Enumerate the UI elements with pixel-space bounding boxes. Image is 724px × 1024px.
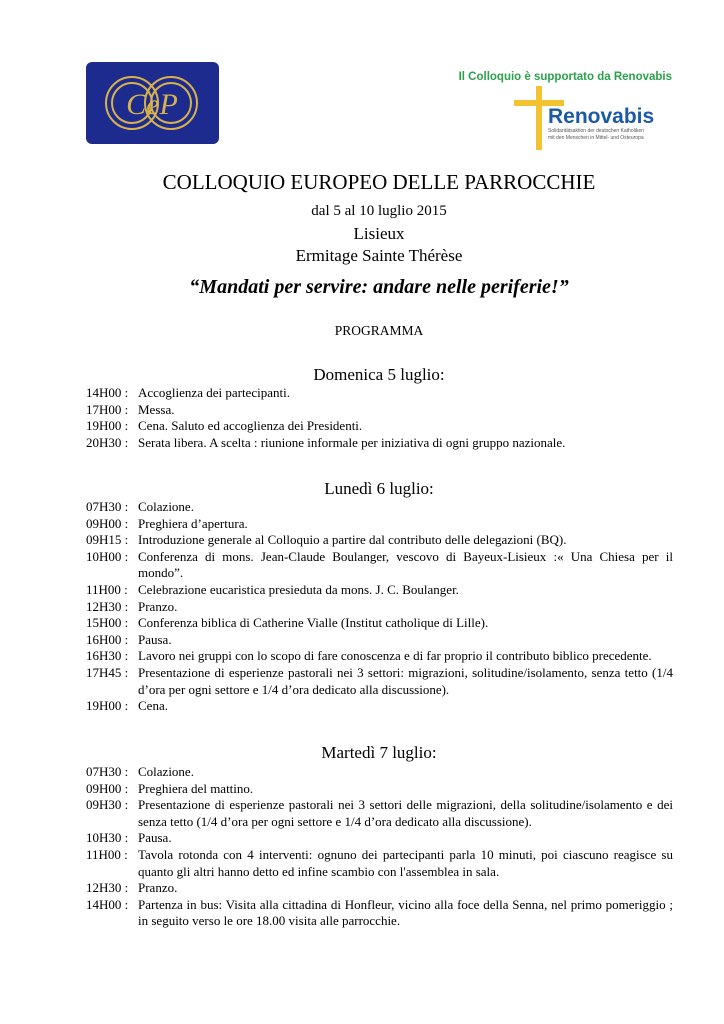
schedule-text: Pausa. [138,631,172,647]
schedule-item [86,632,673,649]
schedule-time: 17H00 : [86,401,129,417]
schedule-text: Cena. [138,698,168,714]
schedule-text: Preghiera d’apertura. [138,515,248,531]
schedule-time: 11H00 : [86,581,128,597]
schedule-item [86,797,673,830]
renovabis-name: Renovabis [548,105,655,128]
renovabis-tagline-1: Solidaritätsaktion der deutschen Katholiken [548,128,644,134]
schedule-item [86,499,673,516]
schedule-time: 14H00 : [86,385,129,400]
day-heading: Lunedì 6 luglio: [324,479,434,498]
schedule-text: Pranzo. [138,880,178,896]
schedule-text: Messa. [138,401,175,417]
schedule-text: Presentazione di esperienze pastorali nei 3 settori delle migrazioni, della solitudine/isolamento e dei senza tetto (1/4 d’ora per ogni settore e 1/4 d’ora dedicato alla discussione). [138,797,673,829]
schedule-item [86,549,673,582]
schedule-text: Preghiera del mattino. [138,780,254,796]
schedule-time: 19H00 : [86,418,129,434]
schedule-text: Partenza in bus: Visita alla cittadina di Honfleur, vicino alla foce della Senna, nel primo pomeriggio ; in seguito verso le ore 18.00 visita alle parrocchie. [138,896,673,929]
schedule-text: Celebrazione eucaristica presieduta da mons. J. C. Boulanger. [138,581,459,597]
schedule-time: 09H30 : [86,797,129,813]
event-venue: Ermitage Sainte Thérèse [295,246,463,265]
cep-logo [86,62,219,144]
schedule-text: Accoglienza dei partecipanti. [138,385,290,400]
schedule-time: 09H00 : [86,515,129,531]
schedule-text: Pranzo. [138,598,178,614]
schedule-text: Tavola rotonda con 4 interventi: ognuno dei partecipanti parla 10 minuti, poi ciascuno reagisce su quanto gli altri hanno detto ed infine scambio con l'assemblea in sala. [138,846,673,879]
cep-logo-text: CeP [126,88,178,121]
schedule-time: 10H30 : [86,830,129,846]
schedule-time: 09H15 : [86,532,129,548]
schedule-time: 17H45 : [86,664,129,680]
schedule-item [86,516,673,533]
schedule-item [86,698,673,715]
schedule-time: 12H30 : [86,880,129,896]
schedule-text: Pausa. [138,830,172,846]
renovabis-logo [514,86,674,152]
schedule-item [86,847,673,880]
schedule-text: Colazione. [138,764,194,779]
day-heading: Domenica 5 luglio: [313,365,445,384]
schedule-text: Conferenza biblica di Catherine Vialle (Institut catholique di Lille). [138,615,489,631]
schedule-time: 09H00 : [86,780,129,796]
schedule-text: Cena. Saluto ed accoglienza dei Presidenti. [138,418,363,434]
day-schedule [86,764,673,930]
schedule-item [86,418,673,435]
schedule-item [86,665,673,698]
day-schedule [86,385,673,451]
schedule-item [86,582,673,599]
schedule-item [86,648,673,665]
schedule-time: 15H00 : [86,615,129,631]
schedule-time: 12H30 : [86,598,129,614]
event-dates: dal 5 al 10 luglio 2015 [311,203,447,219]
programme-heading: PROGRAMMA [334,323,424,338]
schedule-item [86,599,673,616]
schedule-item [86,615,673,632]
schedule-text: Presentazione di esperienze pastorali nei 3 settori: migrazioni, solitudine/isolamento, senza tetto (1/4 d’ora per ogni settore e 1/4 d’ora dedicato alla discussione). [138,664,673,697]
event-city: Lisieux [353,224,405,243]
schedule-item [86,764,673,781]
schedule-text: Serata libera. A scelta : riunione informale per iniziativa di ogni gruppo nazionale. [138,434,566,450]
schedule-time: 16H00 : [86,631,129,647]
schedule-text: Introduzione generale al Colloquio a partire dal contributo delle delegazioni (BQ). [138,532,567,548]
schedule-item [86,385,673,402]
document-title: COLLOQUIO EUROPEO DELLE PARROCCHIE [162,170,596,194]
schedule-time: 19H00 : [86,698,129,714]
sponsor-line: Il Colloquio è supportato da Renovabis [458,71,672,83]
schedule-time: 14H00 : [86,896,129,912]
schedule-time: 07H30 : [86,764,129,779]
schedule-item [86,402,673,419]
schedule-time: 07H30 : [86,499,129,514]
day-schedule [86,499,673,715]
schedule-text: Lavoro nei gruppi con lo scopo di fare conoscenza e di far proprio il contributo biblico precedente. [138,648,652,664]
schedule-item [86,532,673,549]
schedule-item [86,830,673,847]
renovabis-tagline-2: mit den Menschen in Mittel- und Osteuropa [548,135,644,141]
renovabis-cross-icon [536,86,542,150]
event-motto: “Mandati per servire: andare nelle periferie!” [189,276,569,298]
schedule-time: 11H00 : [86,846,128,862]
schedule-item [86,435,673,452]
schedule-text: Conferenza di mons. Jean-Claude Boulanger, vescovo di Bayeux-Lisieux :« Una Chiesa per il mondo”. [138,548,673,581]
day-heading: Martedì 7 luglio: [321,743,437,762]
schedule-text: Colazione. [138,499,194,514]
schedule-item [86,897,673,930]
schedule-time: 16H30 : [86,648,129,664]
schedule-item [86,880,673,897]
schedule-time: 20H30 : [86,434,129,450]
schedule-item [86,781,673,798]
schedule-time: 10H00 : [86,548,129,564]
